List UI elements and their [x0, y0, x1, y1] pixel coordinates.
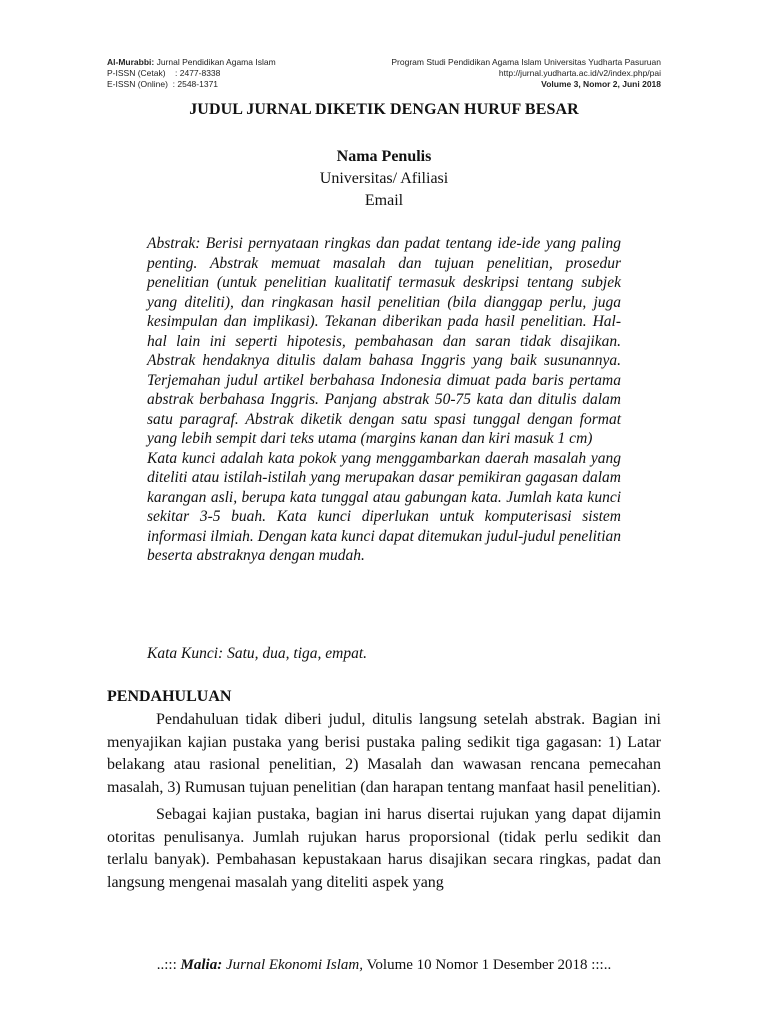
footer-journal-desc: Jurnal Ekonomi Islam, [222, 957, 364, 973]
author-name: Nama Penulis [336, 148, 432, 165]
page-footer [0, 957, 768, 974]
keywords: Kata Kunci: Satu, dua, tiga, empat. [147, 645, 368, 662]
journal-url[interactable]: http://jurnal.yudharta.ac.id/v2/index.php/pai [498, 68, 661, 78]
author-email: Email [364, 192, 404, 209]
pissn-line: P-ISSN (Cetak) : 2477-8338 [107, 68, 221, 78]
body-paragraph: Pendahuluan tidak diberi judul, ditulis langsung setelah abstrak. Bagian ini menyajikan kajian pustaka yang berisi pustaka paling sedikit tiga gagasan: 1) Latar belakang atau rasional penelitian, 2) Masalah dan wawasan rencana pemecahan masalah, 3) Rumusan tujuan penelitian (dan harapan tentang manfaat hasil penelitian). [107, 711, 661, 796]
footer-volume: Volume 10 Nomor 1 Desember 2018 :::.. [363, 957, 612, 973]
abstract-paragraph: Abstrak: Berisi pernyataan ringkas dan padat tentang ide-ide yang paling penting. Abstrak memuat masalah dan tujuan penelitian, prosedur penelitian (untuk penelitian kualitatif termasuk deskripsi tentang subjek yang diteliti), dan ringkasan hasil penelitian (bila dianggap perlu, juga kesimpulan dan implikasi). Tekanan diberikan pada hasil penelitian. Hal-hal lain ini seperti hipotesis, pembahasan dan saran tidak disajikan. Abstrak hendaknya ditulis dalam bahasa Inggris yang baik susunannya. Terjemahan judul artikel berbahasa Indonesia dimuat pada baris pertama abstrak berbahasa Inggris. Panjang abstrak 50-75 kata dan ditulis dalam satu paragraf. Abstrak diketik dengan satu spasi tunggal dengan format yang lebih sempit dari teks utama (margins kanan dan kiri masuk 1 cm) [147, 235, 621, 447]
volume-line [391, 79, 661, 90]
author-affiliation: Universitas/ Afiliasi [319, 170, 449, 187]
program-line: Program Studi Pendidikan Agama Islam Universitas Yudharta Pasuruan [391, 57, 661, 67]
abstract [147, 234, 621, 566]
volume-text: Volume 3, Nomor 2, Juni 2018 [541, 79, 661, 89]
journal-name: Al-Murabbi: [107, 57, 155, 67]
journal-description: Jurnal Pendidikan Agama Islam [154, 57, 276, 67]
section-body [107, 709, 661, 899]
header-left [107, 57, 276, 90]
footer-journal-name: Malia: [180, 957, 223, 973]
header-right [391, 57, 661, 90]
body-paragraph: Sebagai kajian pustaka, bagian ini harus disertai rujukan yang dapat dijamin otoritas penulisanya. Jumlah rujukan harus proporsional (tidak perlu sedikit dan terlalu banyak). Pembahasan kepustakaan harus disajikan secara ringkas, padat dan langsung mengenai masalah yang diteliti aspek yang [107, 806, 661, 891]
journal-line [107, 57, 276, 68]
abstract-paragraph: Kata kunci adalah kata pokok yang menggambarkan daerah masalah yang diteliti atau istilah-istilah yang merupakan dasar pemikiran gagasan dalam karangan asli, berupa kata tunggal atau gabungan kata. Jumlah kata kunci sekitar 3-5 buah. Kata kunci diperlukan untuk komputerisasi sistem informasi ilmiah. Dengan kata kunci dapat ditemukan judul-judul penelitian beserta abstraknya dengan mudah. [147, 449, 621, 564]
eissn-line: E-ISSN (Online) : 2548-1371 [107, 79, 219, 89]
author-block [0, 146, 768, 212]
footer-journal [181, 957, 364, 973]
section-heading: PENDAHULUAN [107, 688, 232, 705]
footer-prefix: ..::: [156, 957, 177, 973]
article-title: JUDUL JURNAL DIKETIK DENGAN HURUF BESAR [189, 101, 579, 118]
